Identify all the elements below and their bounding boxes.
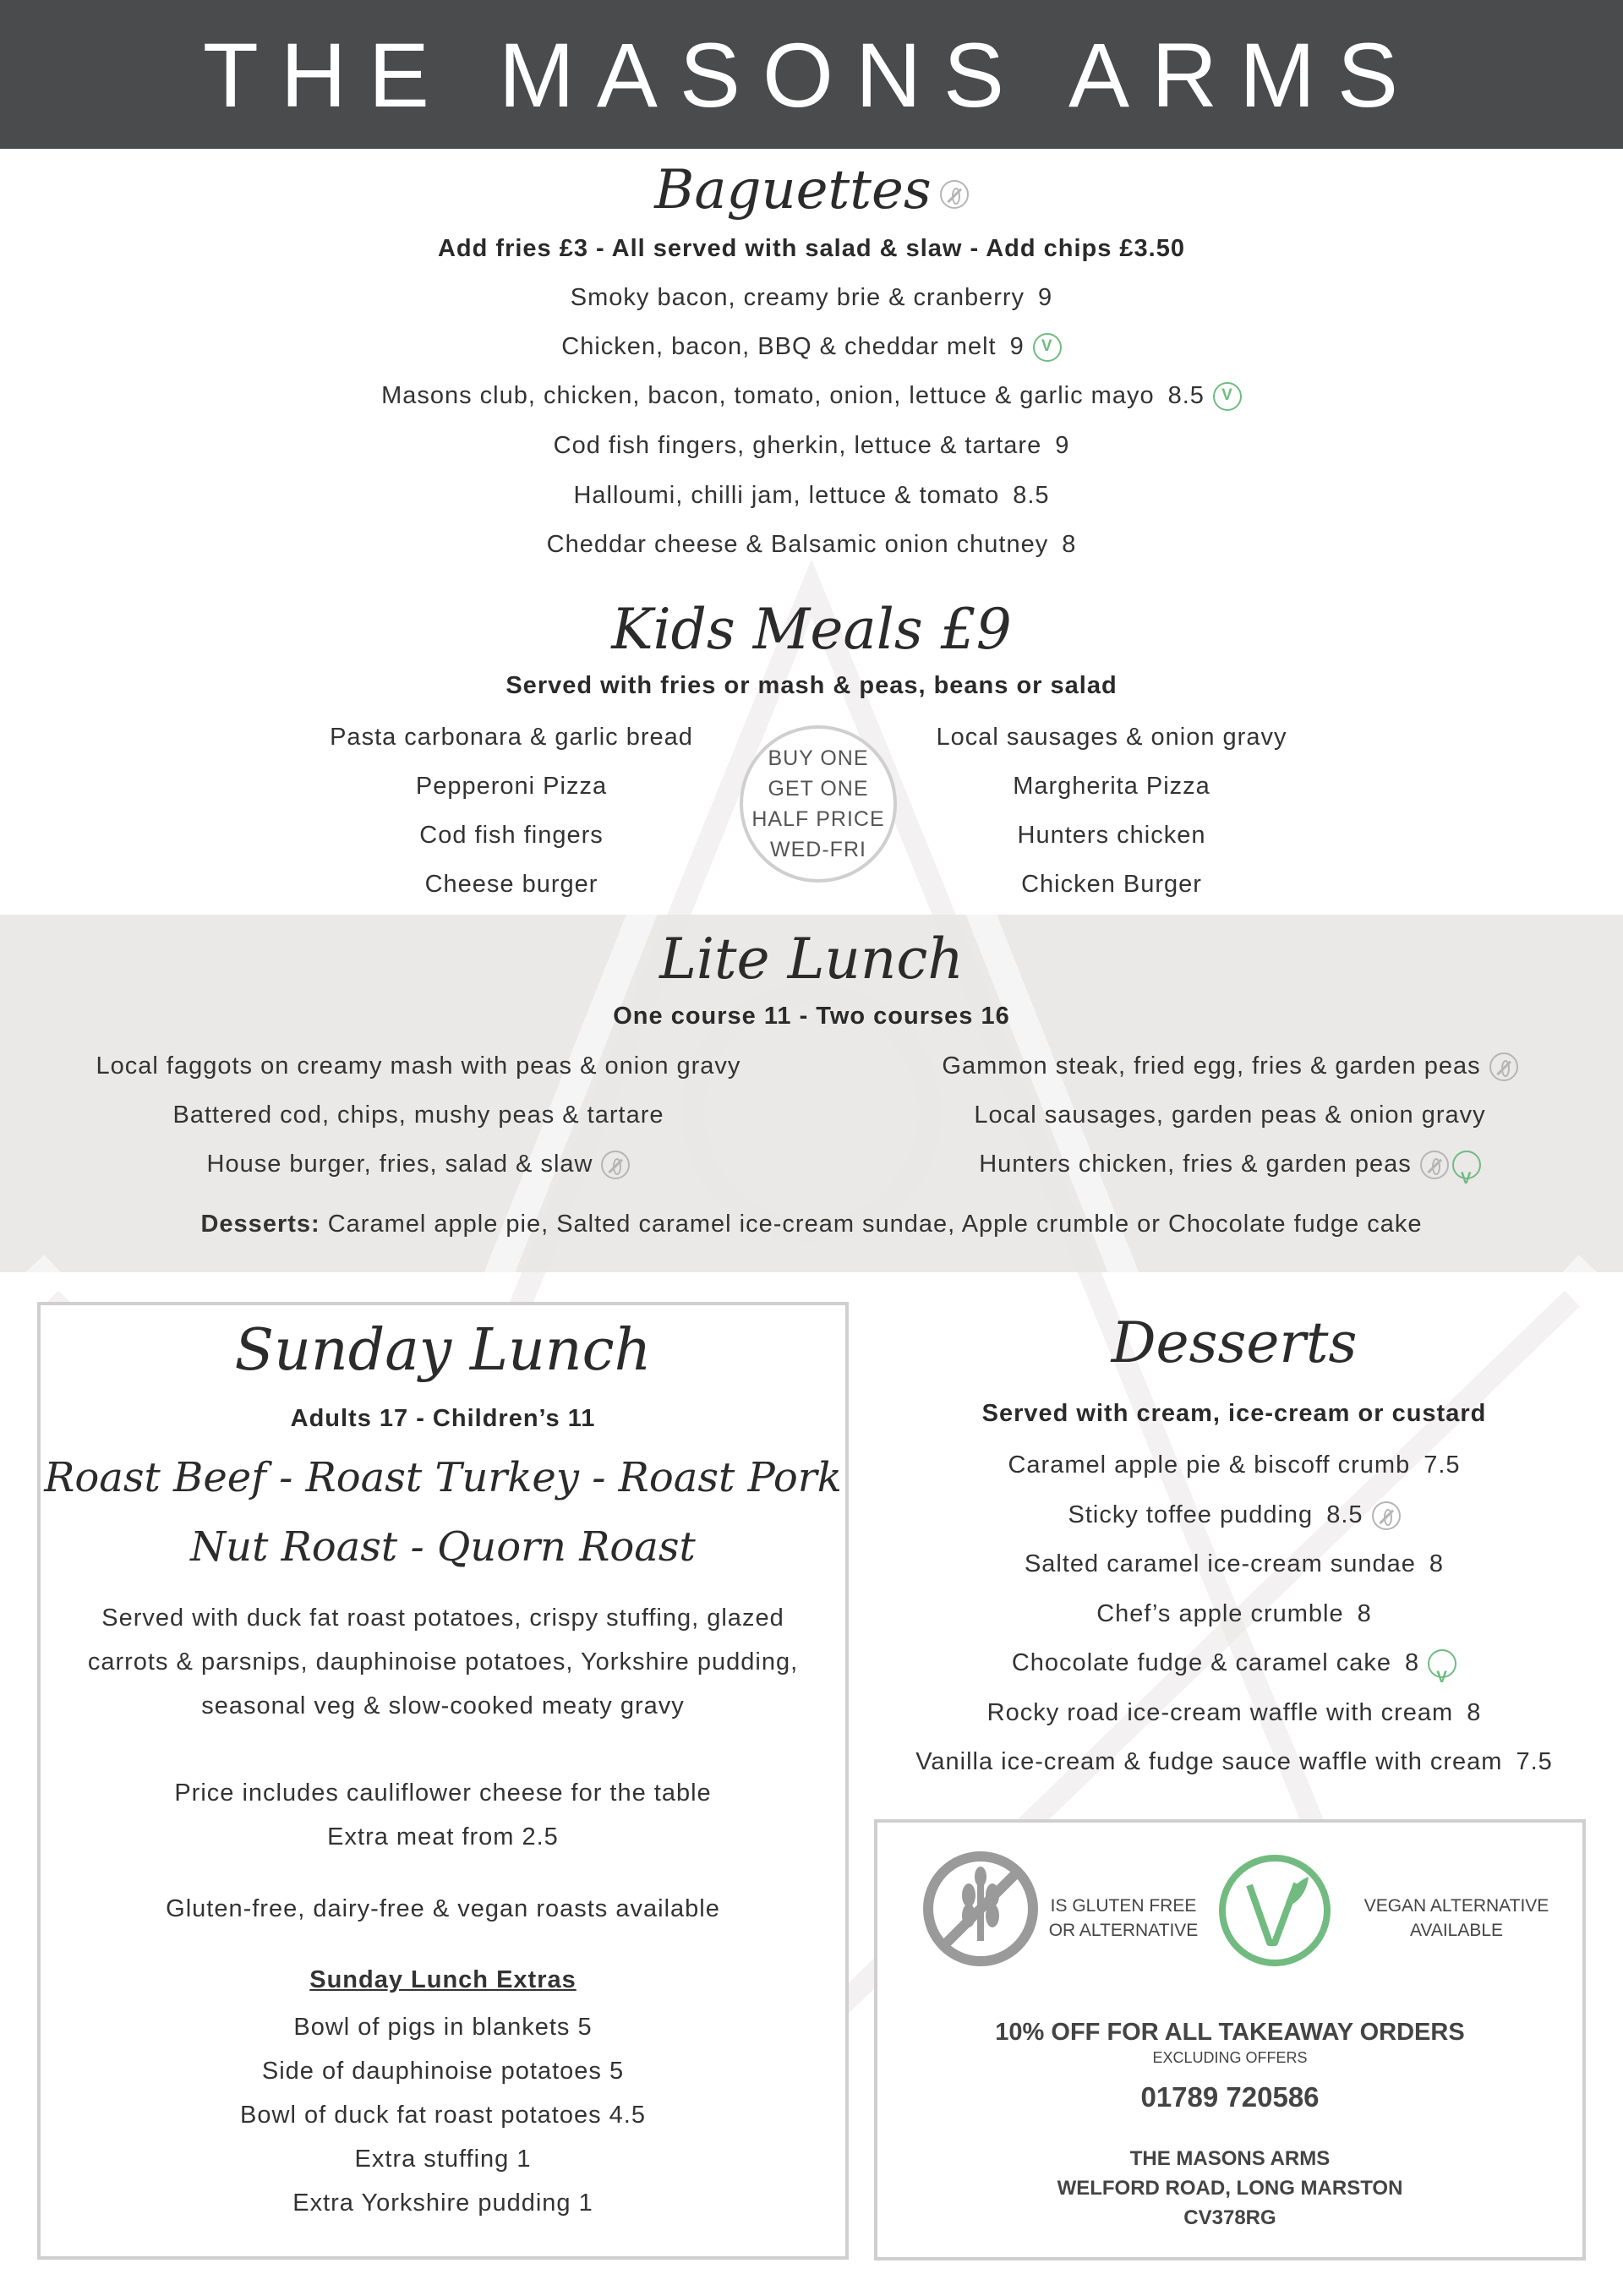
- sunday-lunch-subtitle: Adults 17 - Children’s 11: [290, 1405, 596, 1432]
- extras-heading: Sunday Lunch Extras: [309, 1966, 577, 1993]
- page-title: THE MASONS ARMS: [202, 23, 1421, 126]
- lite-desserts-line: Desserts: Caramel apple pie, Salted caramel ice-cream sundae, Apple crumble or Chocolate fudge cake: [200, 1211, 1423, 1238]
- list-item: House burger, fries, salad & slaw: [51, 1140, 786, 1189]
- list-item: Chicken, bacon, BBQ & cheddar melt 9V: [0, 333, 1623, 362]
- list-item: Margherita Pizza: [1013, 773, 1210, 800]
- list-item: Pepperoni Pizza: [415, 773, 608, 800]
- lite-right-column: [862, 1041, 1598, 1189]
- gluten-free-icon: [601, 1151, 630, 1179]
- desserts-heading: Desserts: [1111, 1310, 1358, 1375]
- extras-list: [41, 2005, 845, 2225]
- address-line: CV378RG: [1183, 2206, 1276, 2229]
- kids-heading: Kids Meals £9: [611, 597, 1012, 662]
- gluten-free-label: IS GLUTEN FREE OR ALTERNATIVE: [1048, 1896, 1199, 1940]
- list-item: Caramel apple pie & biscoff crumb 7.5: [1008, 1451, 1461, 1479]
- info-box: [874, 1819, 1586, 2260]
- list-item: Hunters chicken: [1017, 822, 1206, 849]
- list-item: Halloumi, chilli jam, lettuce & tomato 8.5: [573, 482, 1050, 509]
- list-item: Hunters chicken, fries & garden peasV: [862, 1140, 1598, 1189]
- roasts-line-2: Nut Roast - Quorn Roast: [190, 1523, 696, 1571]
- list-item: Cod fish fingers, gherkin, lettuce & tartare 9: [553, 432, 1070, 459]
- kids-left-column: [287, 713, 735, 909]
- list-item: Chocolate fudge & caramel cake 8V: [879, 1638, 1589, 1688]
- gluten-free-icon: [1489, 1052, 1518, 1081]
- desserts-list: [879, 1440, 1589, 1787]
- list-item: Extra Yorkshire pudding 1: [292, 2189, 593, 2217]
- list-item: Bowl of pigs in blankets 5: [293, 2014, 593, 2041]
- address-line: WELFORD ROAD, LONG MARSTON: [1057, 2177, 1403, 2200]
- gluten-free-icon: [940, 180, 969, 209]
- list-item: Pasta carbonara & garlic bread: [330, 724, 693, 751]
- list-item: Salted caramel ice-cream sundae 8: [1024, 1550, 1445, 1577]
- vegan-icon: [1452, 1151, 1481, 1179]
- kids-right-column: [896, 713, 1327, 909]
- gluten-free-icon: [1372, 1501, 1401, 1530]
- list-item: Cheddar cheese & Balsamic onion chutney 8: [546, 531, 1077, 558]
- list-item: Cheese burger: [424, 871, 598, 898]
- offer-note: EXCLUDING OFFERS: [1152, 2049, 1308, 2066]
- sunday-description: seasonal veg & slow-cooked meaty gravy: [201, 1692, 685, 1719]
- list-item: Chicken Burger: [1021, 871, 1202, 898]
- list-item: Sticky toffee pudding 8.5: [879, 1490, 1589, 1540]
- list-item: Chef’s apple crumble 8: [1096, 1599, 1372, 1627]
- baguettes-heading: Baguettes: [0, 159, 1623, 221]
- lite-left-column: [51, 1041, 786, 1189]
- gluten-free-icon: [1420, 1151, 1449, 1179]
- offer-badge: BUY ONE GET ONE HALF PRICE WED-FRI: [740, 725, 897, 883]
- vegan-icon: [1216, 1851, 1334, 1970]
- list-item: Smoky bacon, creamy brie & cranberry 9: [570, 284, 1053, 311]
- sunday-lunch-heading: Sunday Lunch: [234, 1317, 652, 1384]
- sunday-lunch-box: [37, 1302, 849, 2260]
- sunday-note: Extra meat from 2.5: [327, 1823, 559, 1850]
- lite-lunch-subtitle: One course 11 - Two courses 16: [613, 1003, 1010, 1030]
- roasts-line-1: Roast Beef - Roast Turkey - Roast Pork: [44, 1454, 842, 1501]
- list-item: Local sausages, garden peas & onion gravy: [974, 1102, 1486, 1129]
- vegan-icon: [1428, 1649, 1456, 1678]
- list-item: Masons club, chicken, bacon, tomato, onion, lettuce & garlic mayo 8.5V: [0, 382, 1623, 411]
- vegan-icon: [1033, 333, 1062, 362]
- gluten-free-icon: [921, 1850, 1040, 1968]
- list-item: Side of dauphinoise potatoes 5: [261, 2058, 625, 2085]
- sunday-note: Price includes cauliflower cheese for the table: [174, 1779, 712, 1807]
- list-item: Battered cod, chips, mushy peas & tartare: [172, 1102, 664, 1129]
- takeaway-offer: 10% OFF FOR ALL TAKEAWAY ORDERS: [995, 2019, 1465, 2046]
- sunday-description: carrots & parsnips, dauphinoise potatoes, Yorkshire pudding,: [87, 1648, 799, 1676]
- lite-lunch-heading: Lite Lunch: [659, 927, 964, 992]
- vegan-icon: [1213, 382, 1242, 411]
- desserts-subtitle: Served with cream, ice-cream or custard: [981, 1400, 1487, 1427]
- list-item: Gammon steak, fried egg, fries & garden peas: [862, 1041, 1598, 1091]
- vegan-label: VEGAN ALTERNATIVE AVAILABLE: [1363, 1896, 1549, 1940]
- list-item: Cod fish fingers: [419, 822, 604, 849]
- list-item: Extra stuffing 1: [354, 2146, 532, 2173]
- desserts-label: Desserts:: [200, 1211, 320, 1238]
- list-item: Local faggots on creamy mash with peas & onion gravy: [96, 1052, 741, 1080]
- kids-subtitle: Served with fries or mash & peas, beans or salad: [505, 672, 1118, 699]
- list-item: Vanilla ice-cream & fudge sauce waffle with cream 7.5: [915, 1748, 1553, 1775]
- phone-number: 01789 720586: [1140, 2081, 1320, 2113]
- list-item: Bowl of duck fat roast potatoes 4.5: [240, 2102, 646, 2129]
- list-item: Local sausages & onion gravy: [936, 724, 1287, 751]
- list-item: Rocky road ice-cream waffle with cream 8: [986, 1698, 1482, 1726]
- baguettes-subtitle: Add fries £3 - All served with salad & slaw - Add chips £3.50: [437, 235, 1185, 262]
- address-line: THE MASONS ARMS: [1129, 2147, 1331, 2170]
- sunday-description: Served with duck fat roast potatoes, crispy stuffing, glazed: [101, 1604, 784, 1632]
- header-bar: [0, 0, 1623, 149]
- sunday-note: Gluten-free, dairy-free & vegan roasts available: [166, 1895, 720, 1922]
